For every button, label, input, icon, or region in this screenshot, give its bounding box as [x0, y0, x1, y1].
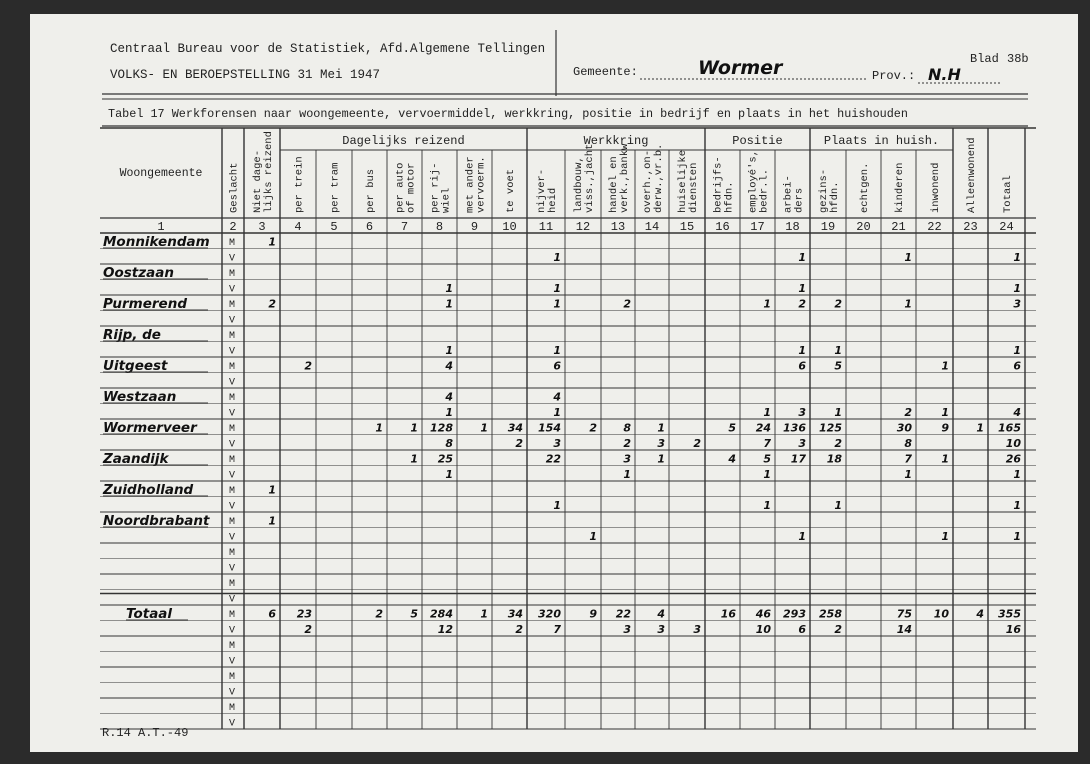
column-number-15: 15 [679, 220, 695, 234]
column-header-4: per trein [293, 156, 306, 213]
column-header-18: ders [793, 187, 806, 213]
column-header-woongemeente: Woongemeente [119, 167, 203, 180]
cell-col-11: 1 [553, 344, 561, 357]
column-header-10: te voet [505, 168, 517, 213]
column-header-9: met ander [464, 156, 477, 213]
cell-col-3: 1 [268, 514, 276, 528]
column-number-5: 5 [330, 220, 338, 234]
cell-col-9: 1 [480, 607, 488, 621]
column-number-8: 8 [435, 220, 444, 234]
cell-col-12: 1 [589, 530, 597, 543]
sex-label: V [228, 470, 236, 482]
column-header-16: hfdn. [723, 181, 736, 213]
cell-col-24: 1 [1013, 251, 1021, 264]
column-number-23: 23 [963, 220, 978, 234]
cell-col-21: 2 [904, 406, 912, 419]
cell-col-17: 1 [763, 499, 771, 512]
cell-col-6: 2 [375, 607, 383, 621]
cell-col-24: 1 [1013, 468, 1021, 481]
column-number-16: 16 [715, 220, 730, 234]
column-header-7: of motor [405, 162, 418, 213]
cell-col-11: 22 [545, 452, 561, 466]
cell-col-8: 25 [437, 452, 453, 466]
cell-col-12: 9 [589, 607, 597, 621]
column-header-20: echtgen. [859, 162, 871, 213]
group-header-positie: Positie [732, 134, 783, 148]
cell-col-18: 6 [798, 359, 806, 373]
prov-label: Prov.: [872, 69, 916, 83]
column-number-13: 13 [610, 220, 626, 234]
cell-col-21: 7 [904, 452, 912, 466]
cell-col-24: 6 [1013, 359, 1021, 373]
cell-col-14: 1 [657, 421, 665, 435]
group-header-werkkring: Werkkring [583, 134, 649, 148]
column-header-24: Totaal [1002, 175, 1014, 213]
census-heading: VOLKS- EN BEROEPSTELLING 31 Mei 1947 [110, 68, 381, 82]
group-header-dagelijks: Dagelijks reizend [342, 134, 465, 148]
column-number-10: 10 [502, 220, 517, 234]
cell-col-10: 34 [507, 421, 523, 435]
cell-col-11: 4 [553, 390, 561, 404]
column-number-17: 17 [750, 220, 765, 234]
woongemeente-name: Zuidholland [103, 482, 194, 498]
sex-label: V [228, 501, 236, 513]
sex-label: M [228, 455, 236, 466]
cell-col-11: 6 [553, 359, 561, 373]
column-header-8: wiel [440, 187, 453, 213]
cell-col-24: 1 [1013, 499, 1021, 512]
cell-col-4: 2 [304, 359, 312, 373]
cell-col-11: 7 [553, 623, 561, 636]
column-number-1: 1 [157, 220, 165, 234]
cell-col-18: 3 [798, 437, 806, 450]
column-header-14: overh.,on- [642, 149, 654, 213]
cell-col-21: 1 [904, 297, 912, 311]
sex-label: V [228, 377, 236, 389]
cell-col-24: 10 [1005, 437, 1021, 450]
cell-col-15: 3 [693, 623, 701, 636]
sex-label: V [228, 532, 236, 544]
cell-col-11: 1 [553, 297, 561, 311]
column-header-6: per bus [365, 168, 377, 213]
cell-col-10: 2 [515, 437, 523, 450]
cell-col-16: 5 [728, 421, 736, 435]
cell-col-8: 1 [445, 282, 453, 295]
cell-col-12: 2 [589, 421, 597, 435]
cell-col-3: 1 [268, 483, 276, 497]
cell-col-3: 2 [268, 297, 276, 311]
cell-col-18: 1 [798, 530, 806, 543]
cell-col-14: 4 [657, 607, 665, 621]
cell-col-21: 1 [904, 468, 912, 481]
sex-label: M [228, 703, 236, 714]
cell-col-24: 16 [1005, 623, 1021, 636]
cell-col-8: 1 [445, 468, 453, 481]
cell-col-23: 4 [976, 607, 984, 621]
cell-col-13: 2 [623, 437, 631, 450]
cell-col-24: 1 [1013, 282, 1021, 295]
sex-label: M [228, 610, 236, 621]
column-header-13: handel en [608, 156, 620, 213]
column-number-22: 22 [927, 220, 942, 234]
column-header-12: viss.,jacht [584, 143, 596, 213]
cell-col-8: 128 [430, 421, 453, 435]
cell-col-22: 9 [941, 421, 949, 435]
column-header-13: verk.,bankw [619, 143, 631, 213]
column-header-19: hfdn. [829, 181, 841, 213]
cell-col-13: 8 [623, 421, 631, 435]
column-header-15: huiselijke [677, 149, 689, 213]
cell-col-8: 8 [445, 437, 453, 450]
cell-col-19: 2 [834, 623, 842, 636]
column-number-3: 3 [258, 220, 266, 234]
column-header-3: Niet dage- [252, 149, 264, 213]
cell-col-4: 2 [304, 623, 312, 636]
cell-col-7: 1 [410, 452, 418, 466]
sex-label: V [228, 656, 236, 668]
cell-col-8: 4 [445, 359, 453, 373]
sex-label: M [228, 362, 236, 373]
cell-col-14: 1 [657, 452, 665, 466]
column-header-19: gezins- [818, 168, 830, 213]
cell-col-14: 3 [657, 437, 665, 450]
column-header-16: bedrijfs- [712, 156, 725, 213]
cell-col-17: 10 [755, 623, 771, 636]
cell-col-8: 12 [437, 623, 453, 636]
cell-col-18: 293 [783, 607, 806, 621]
sex-label: M [228, 641, 236, 652]
cell-col-24: 26 [1005, 452, 1021, 466]
cell-col-18: 1 [798, 344, 806, 357]
column-header-22: inwonend [930, 162, 942, 213]
cell-col-13: 3 [623, 623, 631, 636]
column-header-12: landbouw, [573, 156, 585, 213]
cell-col-18: 1 [798, 282, 806, 295]
sex-label: M [228, 486, 236, 497]
column-number-20: 20 [856, 220, 871, 234]
cell-col-11: 154 [538, 421, 561, 435]
cell-col-22: 1 [941, 530, 949, 543]
sex-label: M [228, 672, 236, 683]
cell-col-18: 6 [798, 623, 806, 636]
column-number-18: 18 [785, 220, 800, 234]
column-number-21: 21 [891, 220, 906, 234]
column-header-14: derw.,vr.b. [653, 143, 665, 213]
woongemeente-name: Westzaan [103, 389, 177, 405]
cell-col-21: 14 [896, 623, 912, 636]
column-number-24: 24 [999, 220, 1014, 234]
cell-col-17: 1 [763, 297, 771, 311]
column-header-21: kinderen [894, 162, 906, 213]
table-title: Tabel 17 Werkforensen naar woongemeente, vervoermiddel, werkkring, positie in bedrijf en plaats in het huishouden [108, 107, 908, 121]
sex-label: V [228, 718, 236, 730]
group-header-plaats: Plaats in huish. [823, 134, 940, 148]
cell-col-17: 24 [755, 421, 771, 435]
cell-col-24: 355 [998, 607, 1021, 621]
cell-col-11: 1 [553, 406, 561, 419]
cell-col-7: 1 [410, 421, 418, 435]
cell-col-19: 5 [834, 359, 842, 373]
sex-label: V [228, 439, 236, 451]
woongemeente-name: Noordbrabant [103, 513, 210, 529]
cell-col-21: 75 [896, 607, 912, 621]
cell-col-19: 258 [819, 607, 842, 621]
column-number-6: 6 [365, 220, 374, 234]
cell-col-23: 1 [976, 421, 984, 435]
cell-col-13: 3 [623, 452, 631, 466]
column-number-4: 4 [294, 220, 302, 234]
cell-col-8: 1 [445, 406, 453, 419]
blad-value: 38b [1007, 52, 1029, 66]
column-header-18: arbei- [782, 175, 795, 213]
sex-label: V [228, 315, 236, 327]
cell-col-17: 1 [763, 406, 771, 419]
cell-col-11: 320 [538, 607, 561, 621]
cell-col-17: 46 [755, 607, 771, 621]
cell-col-15: 2 [693, 437, 701, 450]
cell-col-21: 1 [904, 251, 912, 264]
cell-col-8: 284 [430, 607, 453, 621]
sex-label: V [228, 563, 236, 575]
column-header-3: lijks reizend [263, 131, 275, 213]
cell-col-18: 1 [798, 251, 806, 264]
blad-label: Blad [970, 52, 999, 66]
cell-col-11: 1 [553, 499, 561, 512]
woongemeente-name: Uitgeest [103, 358, 168, 374]
column-number-14: 14 [644, 220, 660, 234]
cell-col-21: 30 [896, 421, 912, 435]
cell-col-3: 6 [268, 607, 276, 621]
sex-label: M [228, 517, 236, 528]
column-header-7: per auto [394, 162, 407, 213]
sex-label: V [228, 346, 236, 358]
totaal-label: Totaal [126, 606, 173, 622]
cell-col-17: 1 [763, 468, 771, 481]
cell-col-24: 165 [998, 421, 1021, 435]
sex-label: M [228, 331, 236, 342]
column-header-17: employé's, [747, 149, 760, 213]
column-number-12: 12 [575, 220, 591, 234]
cell-col-17: 5 [763, 452, 771, 466]
column-number-19: 19 [820, 220, 836, 234]
cell-col-19: 18 [826, 452, 842, 466]
column-number-7: 7 [400, 220, 409, 234]
cell-col-17: 7 [763, 437, 771, 450]
cell-col-18: 136 [783, 421, 806, 435]
column-header-11: heid [547, 187, 559, 213]
cell-col-16: 4 [728, 452, 736, 466]
sex-label: M [228, 300, 236, 311]
cell-col-22: 1 [941, 359, 949, 373]
column-header-2: Geslacht [228, 162, 241, 213]
cell-col-11: 1 [553, 251, 561, 264]
sex-label: M [228, 269, 236, 280]
column-number-9: 9 [470, 220, 479, 234]
cell-col-22: 10 [933, 607, 949, 621]
cell-col-22: 1 [941, 406, 949, 419]
cell-col-19: 1 [834, 499, 842, 512]
cell-col-8: 1 [445, 297, 453, 311]
sex-label: V [228, 594, 236, 606]
cell-col-19: 2 [834, 437, 842, 450]
cell-col-19: 1 [834, 406, 842, 419]
woongemeente-name: Zaandijk [103, 451, 169, 467]
bureau-heading: Centraal Bureau voor de Statistiek, Afd.Algemene Tellingen [110, 42, 546, 56]
prov-value: N.H [928, 65, 961, 84]
column-number-2: 2 [229, 220, 237, 234]
form-code: R.14 A.T.-49 [102, 726, 189, 740]
cell-col-18: 2 [798, 297, 806, 311]
cell-col-18: 17 [790, 452, 806, 466]
cell-col-8: 1 [445, 344, 453, 357]
sex-label: V [228, 625, 236, 637]
sex-label: V [228, 253, 236, 265]
cell-col-9: 1 [480, 421, 488, 435]
sex-label: M [228, 238, 236, 249]
cell-col-6: 1 [375, 421, 383, 435]
sex-label: V [228, 284, 236, 296]
cell-col-11: 1 [553, 282, 561, 295]
sex-label: M [228, 579, 236, 590]
sex-label: M [228, 424, 236, 435]
column-header-11: nijver- [536, 168, 548, 213]
cell-col-13: 1 [623, 468, 631, 481]
cell-col-24: 3 [1013, 297, 1021, 311]
paper-sheet [30, 14, 1078, 752]
woongemeente-name: Wormerveer [103, 420, 197, 436]
cell-col-21: 8 [904, 437, 912, 450]
sex-label: V [228, 408, 236, 420]
column-header-8: per rij- [429, 162, 442, 213]
cell-col-11: 3 [553, 437, 561, 450]
column-header-9: vervoerm. [475, 156, 488, 213]
sex-label: V [228, 687, 236, 699]
column-header-5: per tram [329, 162, 342, 213]
sex-label: M [228, 548, 236, 559]
gemeente-value: Wormer [698, 57, 783, 79]
column-header-23: Alleenwonend [966, 137, 978, 213]
woongemeente-name: Oostzaan [103, 265, 174, 281]
cell-col-8: 4 [445, 390, 453, 404]
cell-col-10: 2 [515, 623, 523, 636]
cell-col-19: 2 [834, 297, 842, 311]
gemeente-label: Gemeente: [573, 65, 638, 79]
woongemeente-name: Purmerend [103, 296, 187, 312]
cell-col-22: 1 [941, 452, 949, 466]
cell-col-3: 1 [268, 235, 276, 249]
cell-col-18: 3 [798, 406, 806, 419]
cell-col-24: 4 [1013, 406, 1021, 419]
cell-col-13: 22 [615, 607, 631, 621]
cell-col-16: 16 [720, 607, 736, 621]
cell-col-19: 125 [819, 421, 842, 435]
cell-col-10: 34 [507, 607, 523, 621]
cell-col-7: 5 [410, 607, 418, 621]
cell-col-24: 1 [1013, 344, 1021, 357]
cell-col-14: 3 [657, 623, 665, 636]
column-number-11: 11 [538, 220, 554, 234]
column-header-15: diensten [688, 162, 700, 213]
sex-label: M [228, 393, 236, 404]
woongemeente-name: Rijp, de [103, 327, 161, 343]
cell-col-13: 2 [623, 297, 631, 311]
column-header-17: bedr.l. [758, 168, 771, 213]
cell-col-4: 23 [296, 607, 312, 621]
cell-col-19: 1 [834, 344, 842, 357]
woongemeente-name: Monnikendam [103, 234, 210, 250]
cell-col-24: 1 [1013, 530, 1021, 543]
